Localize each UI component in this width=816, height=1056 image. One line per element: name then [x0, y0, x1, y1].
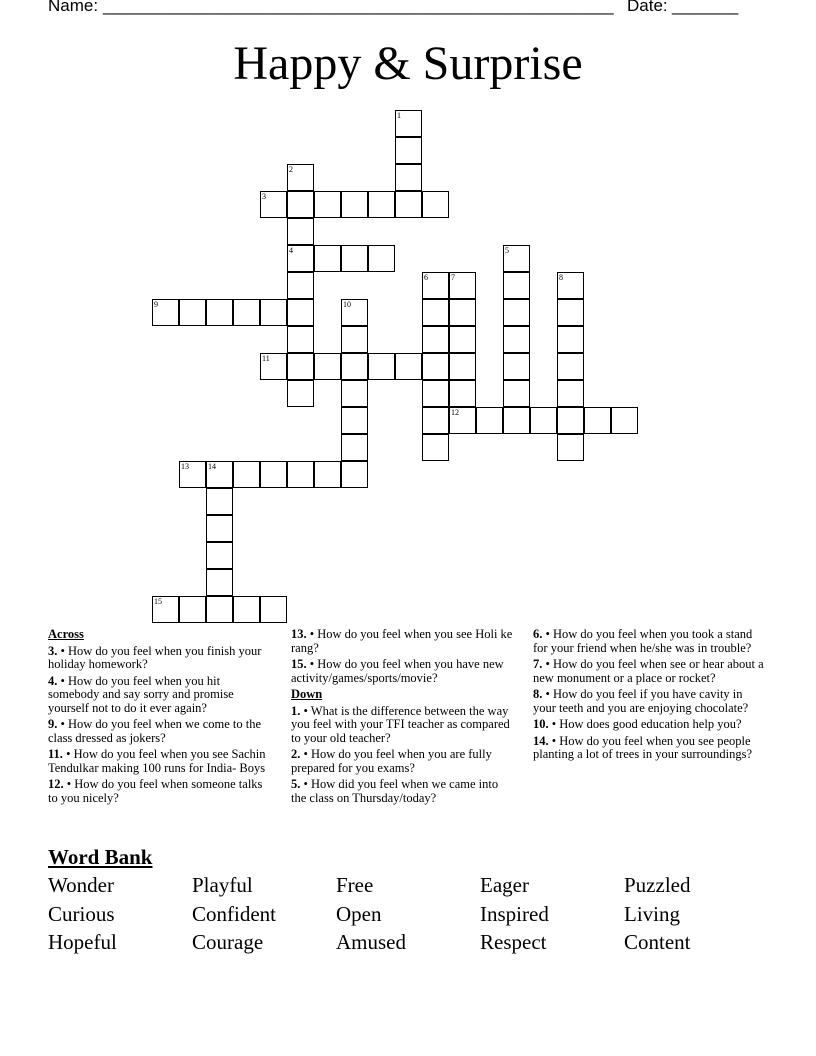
crossword-cell[interactable]	[206, 569, 233, 596]
crossword-cell[interactable]	[557, 326, 584, 353]
crossword-cell[interactable]	[179, 596, 206, 623]
clue-item-text: • How do you feel when we come to the class dressed as jokers?	[48, 717, 262, 745]
crossword-cell[interactable]	[287, 218, 314, 245]
word-bank	[48, 873, 768, 959]
word-bank-item: Respect	[480, 930, 547, 954]
clue-item	[533, 718, 765, 732]
clue-item-text: • How do you feel when you see Sachin Tendulkar making 100 runs for India- Boys	[48, 747, 266, 775]
crossword-cell[interactable]	[557, 272, 584, 299]
crossword-cell[interactable]	[341, 461, 368, 488]
crossword-cell[interactable]	[422, 299, 449, 326]
clue-number: 13	[181, 462, 189, 471]
clue-item-number: 2.	[291, 747, 301, 761]
crossword-cell[interactable]	[395, 191, 422, 218]
clue-number: 2	[289, 165, 293, 174]
crossword-cell[interactable]	[449, 326, 476, 353]
crossword-cell[interactable]	[557, 353, 584, 380]
clue-item	[533, 628, 765, 655]
clue-item-text: • How do you feel when you took a stand for your friend when he/she was in trouble?	[533, 627, 753, 655]
word-bank-item: Open	[336, 901, 382, 926]
crossword-cell[interactable]	[287, 326, 314, 353]
crossword-cell[interactable]	[449, 299, 476, 326]
word-bank-item: Playful	[192, 873, 253, 897]
crossword-cell[interactable]	[557, 299, 584, 326]
word-bank-title: Word Bank	[48, 845, 153, 869]
crossword-cell[interactable]	[206, 515, 233, 542]
clues-column-3	[533, 628, 765, 765]
clues-column-2	[291, 628, 513, 808]
clue-item-text: • How do you feel when you have new activity/games/sports/movie?	[291, 657, 504, 685]
crossword-cell[interactable]	[422, 380, 449, 407]
clue-item-number: 13.	[291, 627, 307, 641]
crossword-cell[interactable]	[206, 461, 233, 488]
crossword-cell[interactable]	[314, 245, 341, 272]
crossword-cell[interactable]	[341, 353, 368, 380]
across-heading: Across	[48, 627, 84, 641]
crossword-cell[interactable]	[206, 488, 233, 515]
crossword-cell[interactable]	[422, 272, 449, 299]
clue-item-text: • How do you feel when you see Holi ke rang?	[291, 627, 513, 655]
clue-item	[533, 735, 765, 762]
down-clue-list	[291, 705, 513, 806]
crossword-cell[interactable]	[287, 191, 314, 218]
crossword-cell[interactable]	[422, 191, 449, 218]
word-bank-item: Amused	[336, 930, 406, 954]
word-bank-item: Wonder	[48, 873, 114, 897]
across-clue-list	[48, 645, 270, 806]
crossword-cell[interactable]	[449, 353, 476, 380]
clue-item-text: • What is the difference between the way you feel with your TFI teacher as compared to your old teacher?	[291, 703, 510, 745]
crossword-cell[interactable]	[341, 191, 368, 218]
clue-item	[48, 748, 270, 775]
clue-number: 5	[505, 246, 509, 255]
clue-item-text: • How do you feel if you have cavity in your teeth and you are enjoying chocolate?	[533, 687, 749, 715]
clue-item	[533, 688, 765, 715]
word-bank-item: Hopeful	[48, 930, 117, 954]
crossword-cell[interactable]	[449, 272, 476, 299]
crossword-cell[interactable]	[260, 191, 287, 218]
clue-number: 9	[154, 300, 158, 309]
word-bank-item: Inspired	[480, 901, 549, 926]
crossword-cell[interactable]	[503, 407, 530, 434]
name-label: Name:	[48, 0, 99, 15]
clue-number: 12	[451, 408, 459, 417]
crossword-cell[interactable]	[314, 191, 341, 218]
clue-number: 8	[559, 273, 563, 282]
clue-item-text: • How do you feel when someone talks to you nicely?	[48, 777, 263, 805]
crossword-cell[interactable]	[287, 164, 314, 191]
crossword-cell[interactable]	[314, 461, 341, 488]
crossword-cell[interactable]	[152, 596, 179, 623]
clue-item	[291, 705, 513, 746]
crossword-cell[interactable]	[476, 407, 503, 434]
clue-number: 6	[424, 273, 428, 282]
clue-item-text: • How do you feel when you hit somebody and say sorry and promise yourself not to do it ever again?	[48, 673, 234, 715]
clue-item-number: 3.	[48, 643, 58, 658]
clue-item-number: 5.	[291, 777, 301, 791]
clue-item	[291, 778, 513, 805]
clue-number: 7	[451, 273, 455, 282]
crossword-cell[interactable]	[341, 299, 368, 326]
crossword-cell[interactable]	[503, 353, 530, 380]
clue-item	[533, 658, 765, 685]
crossword-cell[interactable]	[503, 380, 530, 407]
crossword-cell[interactable]	[422, 353, 449, 380]
clue-item-number: 4.	[48, 673, 58, 688]
clue-item-text: • How do you feel when you finish your holiday homework?	[48, 643, 262, 671]
crossword-cell[interactable]	[341, 380, 368, 407]
clue-item-text: • How do you feel when you see people planting a lot of trees in your surroundings?	[533, 733, 753, 761]
clue-item-number: 15.	[291, 657, 307, 671]
crossword-cell[interactable]	[287, 299, 314, 326]
word-bank-item: Puzzled	[624, 873, 691, 897]
crossword-cell[interactable]	[341, 245, 368, 272]
crossword-cell[interactable]	[449, 407, 476, 434]
crossword-cell[interactable]	[233, 596, 260, 623]
crossword-cell[interactable]	[557, 434, 584, 461]
date-label: Date:	[627, 0, 668, 15]
clue-item-number: 11.	[48, 747, 63, 761]
word-bank-item: Eager	[480, 873, 529, 897]
clue-item	[48, 778, 270, 805]
crossword-cell[interactable]	[395, 353, 422, 380]
crossword-cell[interactable]	[341, 434, 368, 461]
clue-number: 10	[343, 300, 351, 309]
crossword-cell[interactable]	[287, 245, 314, 272]
clue-number: 15	[154, 597, 162, 606]
puzzle-title: Happy & Surprise	[233, 37, 583, 90]
crossword-cell[interactable]	[260, 461, 287, 488]
crossword-cell[interactable]	[584, 407, 611, 434]
crossword-cell[interactable]	[179, 299, 206, 326]
clue-item-number: 14.	[533, 733, 549, 748]
clue-item-text: • How do you feel when see or hear about a new monument or a place or rocket?	[533, 657, 764, 685]
clue-item-number: 8.	[533, 687, 543, 701]
crossword-cell[interactable]	[287, 353, 314, 380]
clue-number: 3	[262, 192, 266, 201]
crossword-cell[interactable]	[611, 407, 638, 434]
down-heading: Down	[291, 687, 323, 701]
word-bank-item: Free	[336, 873, 374, 897]
clue-item-number: 1.	[291, 703, 301, 718]
crossword-cell[interactable]	[287, 272, 314, 299]
crossword-cell[interactable]	[395, 110, 422, 137]
clue-item-number: 12.	[48, 777, 64, 791]
clue-item	[48, 675, 270, 716]
crossword-cell[interactable]	[287, 380, 314, 407]
name-field-line[interactable]: ______________________________________________________	[103, 0, 614, 15]
crossword-cell[interactable]	[557, 380, 584, 407]
clue-item	[291, 748, 513, 775]
crossword-cell[interactable]	[503, 245, 530, 272]
word-bank-item: Confident	[192, 901, 276, 926]
crossword-cell[interactable]	[422, 407, 449, 434]
crossword-cell[interactable]	[341, 326, 368, 353]
clue-item-text: • How does good education help you?	[548, 717, 742, 731]
clue-item-number: 7.	[533, 657, 543, 671]
crossword-cell[interactable]	[260, 299, 287, 326]
clue-number: 4	[289, 246, 293, 255]
clue-item-number: 10.	[533, 717, 549, 731]
clue-item-number: 6.	[533, 627, 543, 641]
word-bank-item: Living	[624, 901, 680, 926]
crossword-cell[interactable]	[368, 191, 395, 218]
crossword-cell[interactable]	[503, 299, 530, 326]
crossword-cell[interactable]	[233, 299, 260, 326]
crossword-cell[interactable]	[287, 461, 314, 488]
clue-item	[291, 658, 513, 685]
crossword-cell[interactable]	[152, 299, 179, 326]
word-bank-item: Courage	[192, 930, 264, 954]
crossword-cell[interactable]	[503, 326, 530, 353]
crossword-cell[interactable]	[206, 542, 233, 569]
crossword-cell[interactable]	[179, 461, 206, 488]
crossword-cell[interactable]	[260, 353, 287, 380]
crossword-cell[interactable]	[422, 434, 449, 461]
clue-item	[48, 645, 270, 672]
clues-column-1	[48, 628, 270, 808]
crossword-cell[interactable]	[341, 407, 368, 434]
crossword-cell[interactable]	[422, 326, 449, 353]
crossword-cell[interactable]	[260, 596, 287, 623]
down-clue-list-continued	[533, 628, 765, 762]
clue-number: 11	[262, 354, 270, 363]
date-field-line[interactable]: _______	[672, 0, 739, 15]
across-clue-list-continued	[291, 628, 513, 685]
crossword-cell[interactable]	[314, 353, 341, 380]
crossword-cell[interactable]	[206, 299, 233, 326]
crossword-cell[interactable]	[233, 461, 260, 488]
crossword-cell[interactable]	[395, 164, 422, 191]
crossword-cell[interactable]	[503, 272, 530, 299]
clue-number: 14	[208, 462, 216, 471]
clue-item-text: • How do you feel when you are fully prepared for you exams?	[291, 747, 492, 775]
crossword-cell[interactable]	[206, 596, 233, 623]
crossword-cell[interactable]	[368, 353, 395, 380]
crossword-cell[interactable]	[395, 137, 422, 164]
clue-item	[48, 718, 270, 745]
clue-number: 1	[397, 111, 401, 120]
clue-item	[291, 628, 513, 655]
clue-item-number: 9.	[48, 717, 58, 731]
crossword-cell[interactable]	[557, 407, 584, 434]
crossword-cell[interactable]	[449, 380, 476, 407]
crossword-cell[interactable]	[368, 245, 395, 272]
word-bank-item: Curious	[48, 901, 115, 926]
word-bank-item: Content	[624, 930, 691, 954]
crossword-cell[interactable]	[530, 407, 557, 434]
clue-item-text: • How did you feel when we came into the class on Thursday/today?	[291, 777, 499, 805]
